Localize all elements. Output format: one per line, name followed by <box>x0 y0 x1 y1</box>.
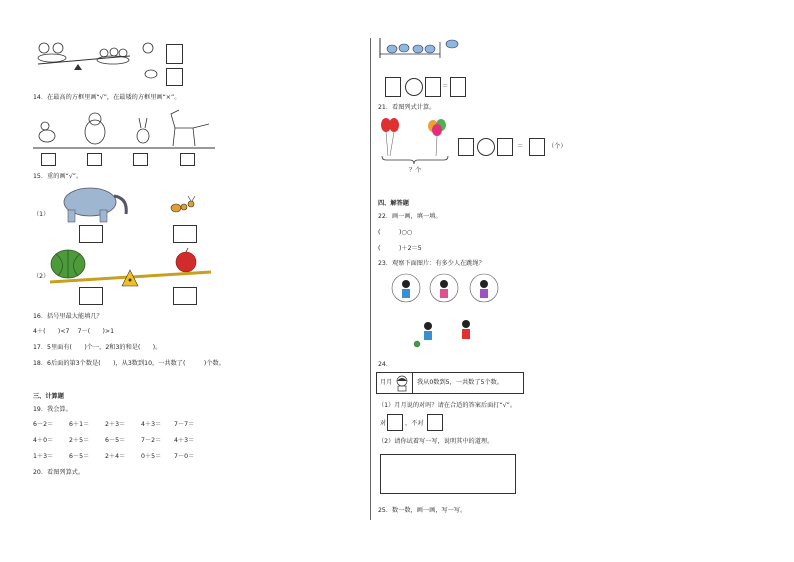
explanation-answer-area[interactable] <box>380 454 516 494</box>
answer-box-rabbit[interactable] <box>133 153 148 166</box>
seesaw-drawing <box>46 248 216 288</box>
operator-circle[interactable] <box>405 78 423 96</box>
calc-item: 4＋3＝ <box>174 437 195 444</box>
balloon-equals-sign: ＝ <box>517 143 524 150</box>
equation-box-2[interactable] <box>425 77 441 97</box>
balloon-equation-box-1[interactable] <box>458 138 474 156</box>
speaker-name: 月月 <box>380 379 393 386</box>
equation-box-result[interactable] <box>450 77 466 97</box>
calc-item: 7－0＝ <box>174 453 195 460</box>
question-16-items: 4＋( )<7 7－( )>1 <box>33 328 115 335</box>
question-17: 17．5里面有( )个一，2和3的和是( )。 <box>33 344 162 351</box>
calc-item: 6－5＝ <box>69 453 90 460</box>
question-25: 25．数一数，画一画，写一写。 <box>378 507 467 514</box>
answer-right-box[interactable] <box>387 414 403 431</box>
speech-text: 我从0数到5，一共数了5个数。 <box>417 379 504 386</box>
girl-avatar-icon <box>395 375 409 391</box>
question-15-part-2: （2） <box>33 273 50 280</box>
balloon-unit: （个） <box>548 143 567 150</box>
calc-item: 2＋5＝ <box>69 437 90 444</box>
balloons-question-label: ？个 <box>409 167 422 174</box>
speech-box <box>376 372 524 394</box>
balloon-equation-box-2[interactable] <box>497 138 513 156</box>
answer-box-horse[interactable] <box>180 153 195 166</box>
question-24: 24． <box>378 361 393 368</box>
answer-wrong-label: ，不对 <box>405 420 424 427</box>
balance-scale-drawing <box>30 38 160 84</box>
calc-item: 6－2＝ <box>33 421 54 428</box>
ant-drawing <box>170 196 196 218</box>
birds-drawing <box>378 38 462 60</box>
ant-figure <box>170 196 196 218</box>
animals-drawing <box>33 106 218 152</box>
question-14: 14．在最高的方框里画“√”，在最矮的方框里画“×”。 <box>33 94 181 101</box>
seesaw-figure <box>46 248 216 288</box>
equation-box-1[interactable] <box>385 77 401 97</box>
answer-wrong-box[interactable] <box>427 414 443 431</box>
question-23: 23．观察下面图片：有多少人在跳绳？ <box>378 260 485 267</box>
equals-sign: ＝ <box>442 83 449 90</box>
calc-item: 7－7＝ <box>174 421 195 428</box>
question-16: 16．括号里最大能填几？ <box>33 313 103 320</box>
question-20: 20．看图列算式。 <box>33 469 85 476</box>
calc-item: 1＋3＝ <box>33 453 54 460</box>
kids-drawing <box>384 272 504 352</box>
question-18: 18．6后面的第3个数是( )，从3数到10，一共数了( )个数。 <box>33 360 225 367</box>
section-4-title: 四、解答题 <box>378 200 409 207</box>
answer-right-label: 对 <box>380 420 387 427</box>
question-21: 21．看图列式计算。 <box>378 104 436 111</box>
jump-rope-kids-figure <box>384 272 504 352</box>
calc-item: 4＋0＝ <box>33 437 54 444</box>
calc-item: 0＋5＝ <box>141 453 162 460</box>
column-divider <box>370 38 371 520</box>
birds-figure <box>378 38 462 60</box>
answer-box-apple[interactable] <box>173 287 197 305</box>
answer-box-elephant[interactable] <box>79 225 103 243</box>
answer-box-ant[interactable] <box>173 225 197 243</box>
answer-box-bear[interactable] <box>87 153 102 166</box>
question-22-a: ( )○○ <box>378 229 413 236</box>
question-19: 19．我会算。 <box>33 406 72 413</box>
calc-item: 4＋3＝ <box>141 421 162 428</box>
answer-box-cat[interactable] <box>166 44 183 64</box>
balloon-operator-circle[interactable] <box>477 138 495 156</box>
answer-box-watermelon[interactable] <box>79 287 103 305</box>
answer-box-dog[interactable] <box>41 153 56 166</box>
section-3-title: 三、计算题 <box>33 393 64 400</box>
elephant-drawing <box>56 184 132 224</box>
calc-item: 2＋3＝ <box>105 421 126 428</box>
question-24-part-2: （2）请你试着写一写，说明其中的道理。 <box>378 438 494 445</box>
question-24-part-1: （1）月月说的对吗？请在合适的答案后面打“√”。 <box>378 402 517 409</box>
girl-avatar-drawing <box>395 375 409 391</box>
calc-item: 7－2＝ <box>141 437 162 444</box>
balloon-equation-result[interactable] <box>529 138 545 156</box>
question-15: 15．重的画“√”。 <box>33 173 83 180</box>
speech-divider <box>412 373 413 393</box>
calc-item: 6－5＝ <box>105 437 126 444</box>
balance-scale-figure <box>30 38 160 84</box>
question-22-b: ( )＋2＝5 <box>378 245 422 252</box>
calc-item: 6＋1＝ <box>69 421 90 428</box>
question-15-part-1: （1） <box>33 211 50 218</box>
answer-box-sheep[interactable] <box>166 68 183 86</box>
question-22: 22．画一画，填一填。 <box>378 213 442 220</box>
animals-height-figure <box>33 106 218 152</box>
calc-item: 2＋4＝ <box>105 453 126 460</box>
elephant-figure <box>56 184 132 224</box>
